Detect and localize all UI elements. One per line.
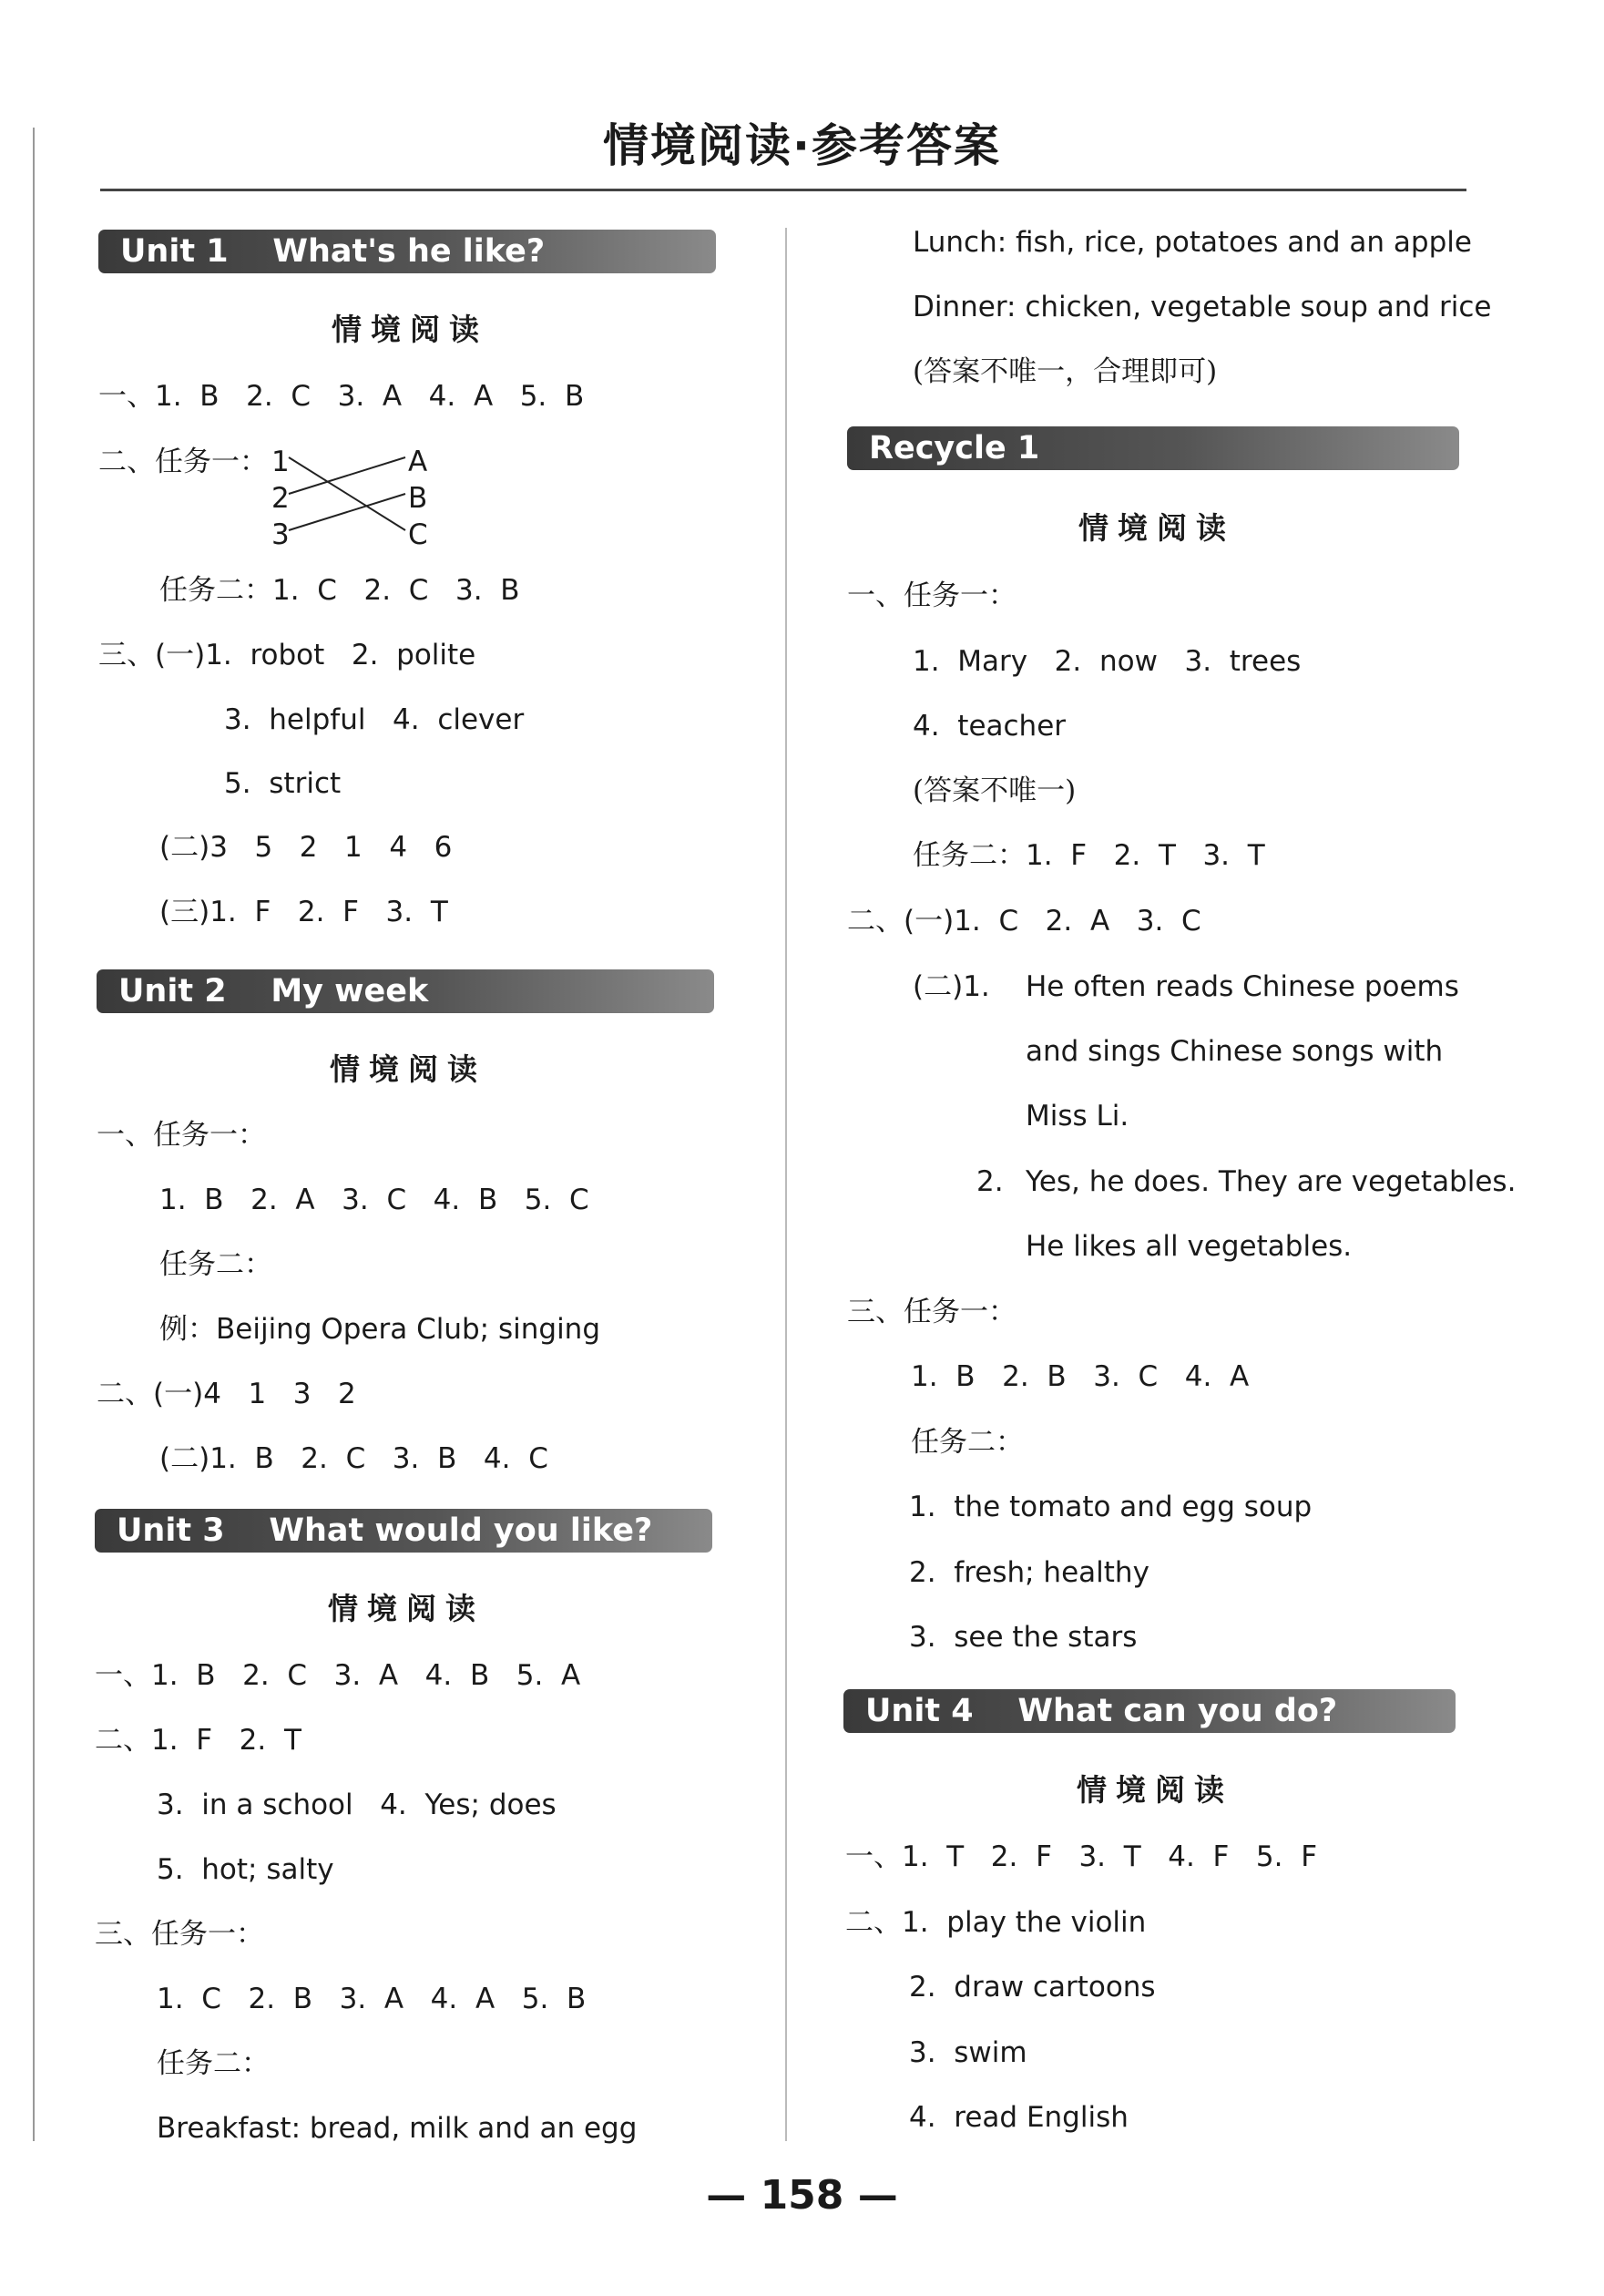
recycle1-task1-1: 1. Mary 2. now 3. trees (913, 645, 1302, 678)
match-right-b: B (408, 482, 428, 515)
unit2-part2-order: 二、(一)4 1 3 2 (97, 1378, 356, 1410)
unit2-banner: Unit 2 My week (97, 969, 714, 1013)
recycle1-banner: Recycle 1 (847, 426, 1459, 470)
title-rule (100, 189, 1466, 191)
recycle1-part2-2-answer: He often reads Chinese poems (1026, 970, 1459, 1003)
unit4-part1: 一、1. T 2. F 3. T 4. F 5. F (845, 1840, 1318, 1873)
recycle1-note: (答案不唯一) (913, 774, 1077, 807)
recycle1-part2-3-label: 2. (976, 1165, 1004, 1198)
unit3-part2-2: 3. in a school 4. Yes; does (157, 1789, 557, 1821)
unit1-part3-1: 三、(一)1. robot 2. polite (98, 639, 476, 671)
unit3-task2: 任务二： (157, 2047, 270, 2080)
recycle1-part3: 三、任务一： (847, 1296, 1017, 1328)
recycle1-part2-2-label: (二)1. (913, 970, 990, 1003)
match-left-3: 3 (271, 518, 290, 551)
recycle1-part2-3-answer: Yes, he does. They are vegetables. (1026, 1165, 1517, 1198)
unit3-banner: Unit 3 What would you like? (95, 1509, 712, 1553)
unit3-breakfast: Breakfast: bread, milk and an egg (157, 2112, 638, 2145)
unit4-banner: Unit 4 What can you do? (843, 1689, 1456, 1733)
unit1-part3-order: (二)3 5 2 1 4 6 (159, 831, 453, 864)
unit2-part1: 一、任务一： (97, 1119, 266, 1152)
left-margin-line (33, 128, 35, 2141)
recycle1-part3-task1: 1. B 2. B 3. C 4. A (911, 1360, 1250, 1393)
unit1-part3-tf: (三)1. F 2. F 3. T (159, 896, 448, 928)
match-right-a: A (408, 446, 428, 478)
unit1-part1: 一、1. B 2. C 3. A 4. A 5. B (98, 380, 585, 413)
recycle1-heading: 情境阅读 (1078, 510, 1235, 546)
unit3-dinner: Dinner: chicken, vegetable soup and rice (913, 291, 1492, 323)
unit4-part2-2: 2. draw cartoons (909, 1971, 1156, 2004)
unit3-part3: 三、任务一： (95, 1918, 264, 1951)
page-title: 情境阅读·参考答案 (603, 119, 1001, 172)
match-lines (269, 446, 414, 547)
unit1-part2-prefix: 二、任务一： (98, 446, 268, 478)
match-left-2: 2 (271, 482, 290, 515)
page-number: — 158 — (706, 2172, 898, 2219)
unit4-heading: 情境阅读 (1077, 1772, 1233, 1808)
unit1-part3-3: 5. strict (224, 767, 342, 800)
unit1-task2: 任务二：1. C 2. C 3. B (159, 574, 520, 607)
recycle1-part2-3-cont: He likes all vegetables. (1026, 1230, 1353, 1263)
recycle1-part2-2-cont: and sings Chinese songs with (1026, 1035, 1444, 1068)
unit3-part1: 一、1. B 2. C 3. A 4. B 5. A (95, 1659, 581, 1692)
recycle1-part1: 一、任务一： (847, 579, 1017, 612)
match-right-c: C (408, 518, 428, 551)
recycle1-task1-2: 4. teacher (913, 710, 1067, 743)
unit3-part2-1: 二、1. F 2. T (95, 1724, 301, 1757)
recycle1-task2-3: 3. see the stars (909, 1621, 1138, 1654)
column-divider (785, 228, 787, 2141)
unit2-task2: 任务二： (159, 1248, 272, 1281)
recycle1-task2-2: 2. fresh; healthy (909, 1556, 1149, 1589)
match-left-1: 1 (271, 446, 290, 478)
unit3-heading: 情境阅读 (328, 1591, 485, 1626)
unit3-lunch: Lunch: fish, rice, potatoes and an apple (913, 226, 1472, 259)
unit3-part2-3: 5. hot; salty (157, 1853, 334, 1886)
unit3-task1-answers: 1. C 2. B 3. A 4. A 5. B (157, 1983, 587, 2015)
recycle1-task2: 任务二：1. F 2. T 3. T (913, 839, 1265, 872)
recycle1-part2-2-end: Miss Li. (1026, 1100, 1129, 1133)
unit2-heading: 情境阅读 (330, 1051, 486, 1087)
unit2-task2-example: 例：Beijing Opera Club; singing (159, 1313, 601, 1346)
recycle1-part2-1: 二、(一)1. C 2. A 3. C (847, 905, 1201, 938)
unit1-banner: Unit 1 What's he like? (98, 230, 716, 273)
unit1-heading: 情境阅读 (332, 312, 488, 347)
unit3-note: (答案不唯一，合理即可) (913, 355, 1218, 388)
unit2-task1-answers: 1. B 2. A 3. C 4. B 5. C (159, 1184, 589, 1216)
unit4-part2-3: 3. swim (909, 2036, 1027, 2069)
unit4-part2-4: 4. read English (909, 2101, 1129, 2134)
unit1-part3-2: 3. helpful 4. clever (224, 703, 525, 736)
recycle1-part3-task2: 任务二： (911, 1426, 1024, 1459)
unit2-part2-answers: (二)1. B 2. C 3. B 4. C (159, 1442, 548, 1475)
recycle1-task2-1: 1. the tomato and egg soup (909, 1491, 1313, 1523)
unit4-part2-1: 二、1. play the violin (845, 1906, 1147, 1939)
